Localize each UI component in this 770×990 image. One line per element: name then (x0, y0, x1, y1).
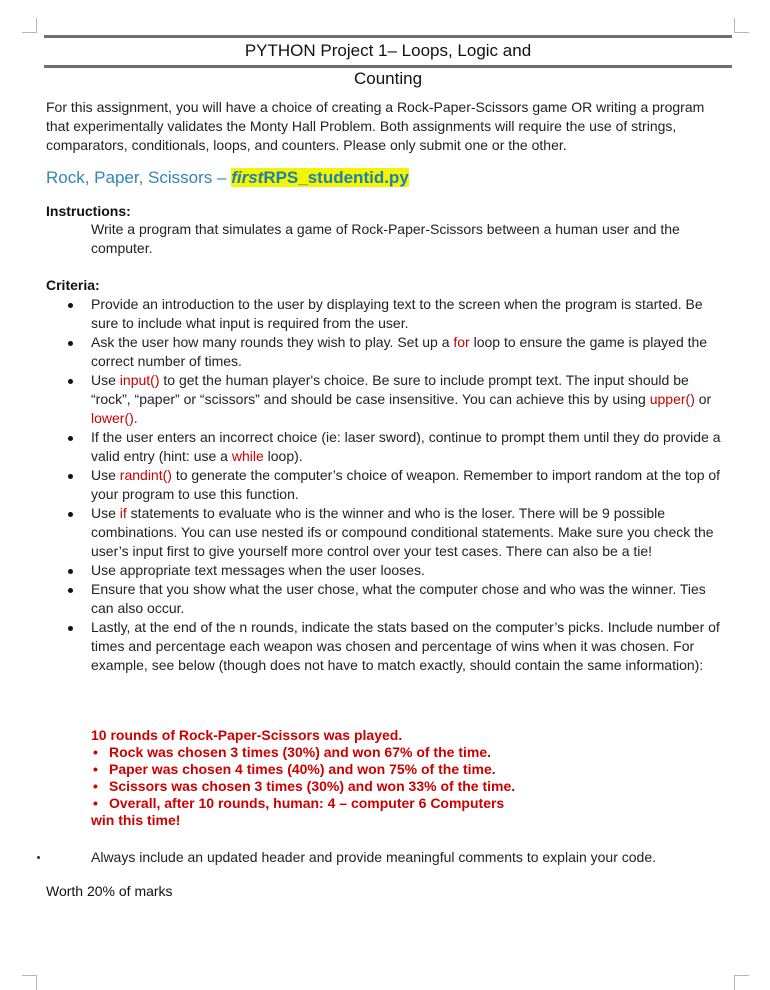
criteria-text: Ask the user how many rounds they wish to play. Set up a (91, 334, 454, 350)
criteria-text: Use (91, 467, 120, 483)
highlighted-filename (231, 168, 409, 187)
intro-paragraph: For this assignment, you will have a choice of creating a Rock-Paper-Scissors game OR writing a program that experimentally validates the Monty Hall Problem. Both assignments will require the use of strings, comparators, conditionals, loops, and counters. Please only submit one or the other. (46, 99, 705, 153)
example-bullet-item (91, 778, 711, 795)
bullet-dot (68, 569, 73, 574)
bullet-dot (68, 588, 73, 593)
criteria-text: to generate the computer’s choice of weapon. Remember to import random at the top of your program to use this function. (91, 467, 721, 502)
criteria-text: Use (91, 372, 120, 388)
section-heading (46, 168, 409, 188)
criteria-item (91, 333, 721, 371)
stray-bullet-dot (37, 856, 40, 859)
bullet-dot (68, 626, 73, 631)
criteria-text: Lastly, at the end of the n rounds, indicate the stats based on the computer’s picks. Include number of times and percentage each weapon was chosen and percentage of wins when it was chosen. For example, see below (though does not have to match exactly, should contain the same information): (91, 619, 720, 673)
example-bullet-item (91, 795, 711, 812)
criteria-text: statements to evaluate who is the winner and who is the loser. There will be 9 possible combinations. You can use nested ifs or compound conditional statements. Make sure you check the user’s input first to give yourself more control over your test cases. There can also be a tie! (91, 505, 714, 559)
example-bullet-item (91, 744, 711, 761)
title-rule-top (44, 35, 732, 38)
criteria-text: to get the human player's choice. Be sure to include prompt text. The input should be “rock”, “paper” or “scissors” and should be case insensitive. You can achieve this by using (91, 372, 689, 407)
crop-mark-top-left (22, 18, 37, 33)
filename-rest: RPS_studentid.py (263, 168, 409, 187)
criteria-text: or (694, 391, 712, 407)
example-last-line: win this time! (91, 812, 181, 828)
example-bullet-dot: • (93, 778, 98, 794)
criteria-label: Criteria: (46, 277, 100, 293)
criteria-item (91, 371, 721, 428)
criteria-text: loop). (263, 448, 303, 464)
page-title-line-2: Counting (353, 69, 423, 88)
section-heading-prefix: Rock, Paper, Scissors – (46, 168, 232, 187)
example-bullet-item (91, 761, 711, 778)
code-keyword: if (119, 505, 127, 521)
criteria-text: Provide an introduction to the user by displaying text to the screen when the program is started. Be sure to include what input is required from the user. (91, 296, 703, 331)
example-bullet-text: Overall, after 10 rounds, human: 4 – computer 6 Computers (109, 795, 505, 811)
bullet-dot (68, 341, 73, 346)
criteria-item (91, 504, 721, 561)
instructions-text: Write a program that simulates a game of Rock-Paper-Scissors between a human user and the computer. (91, 221, 680, 256)
criteria-text: Use appropriate text messages when the user looses. (91, 562, 425, 578)
example-bullet-dot: • (93, 795, 98, 811)
always-include-note: Always include an updated header and provide meaningful comments to explain your code. (91, 849, 657, 865)
criteria-text: loop to ensure the game is played the correct number of times. (91, 334, 708, 369)
page-title-line-1: PYTHON Project 1– Loops, Logic and (244, 41, 532, 60)
criteria-item (91, 580, 721, 618)
criteria-item (91, 466, 721, 504)
criteria-item (91, 295, 721, 333)
bullet-dot (68, 512, 73, 517)
instructions-label: Instructions: (46, 203, 131, 219)
criteria-text: If the user enters an incorrect choice (ie: laser sword), continue to prompt them until they do provide a valid entry (hint: use a (91, 429, 721, 464)
bullet-dot (68, 303, 73, 308)
criteria-list (91, 295, 721, 675)
title-rule-bottom (44, 65, 732, 68)
criteria-item (91, 428, 721, 466)
code-keyword: input() (119, 372, 160, 388)
example-bullets (91, 744, 711, 812)
code-keyword: randint() (119, 467, 172, 483)
code-keyword: for (453, 334, 470, 350)
bullet-dot (68, 436, 73, 441)
example-bullet-dot: • (93, 744, 98, 760)
example-line: 10 rounds of Rock-Paper-Scissors was played. (91, 727, 403, 743)
criteria-text: Use (91, 505, 120, 521)
worth-marks-note: Worth 20% of marks (46, 883, 173, 899)
code-keyword: while (231, 448, 264, 464)
crop-mark-top-right (734, 18, 749, 33)
bullet-dot (68, 379, 73, 384)
code-keyword: upper() (649, 391, 695, 407)
criteria-text: . (133, 410, 138, 426)
criteria-item (91, 618, 721, 675)
example-bullet-text: Rock was chosen 3 times (30%) and won 67% of the time. (109, 744, 491, 760)
example-bullet-text: Paper was chosen 4 times (40%) and won 75% of the time. (109, 761, 496, 777)
criteria-item (91, 561, 721, 580)
code-keyword: lower() (91, 410, 134, 426)
bullet-dot (68, 474, 73, 479)
example-output (91, 727, 711, 829)
example-bullet-text: Scissors was chosen 3 times (30%) and won 33% of the time. (109, 778, 516, 794)
filename-italic: first (231, 168, 264, 187)
criteria-text: Ensure that you show what the user chose, what the computer chose and who was the winner. Ties can also occur. (91, 581, 706, 616)
example-bullet-dot: • (93, 761, 98, 777)
